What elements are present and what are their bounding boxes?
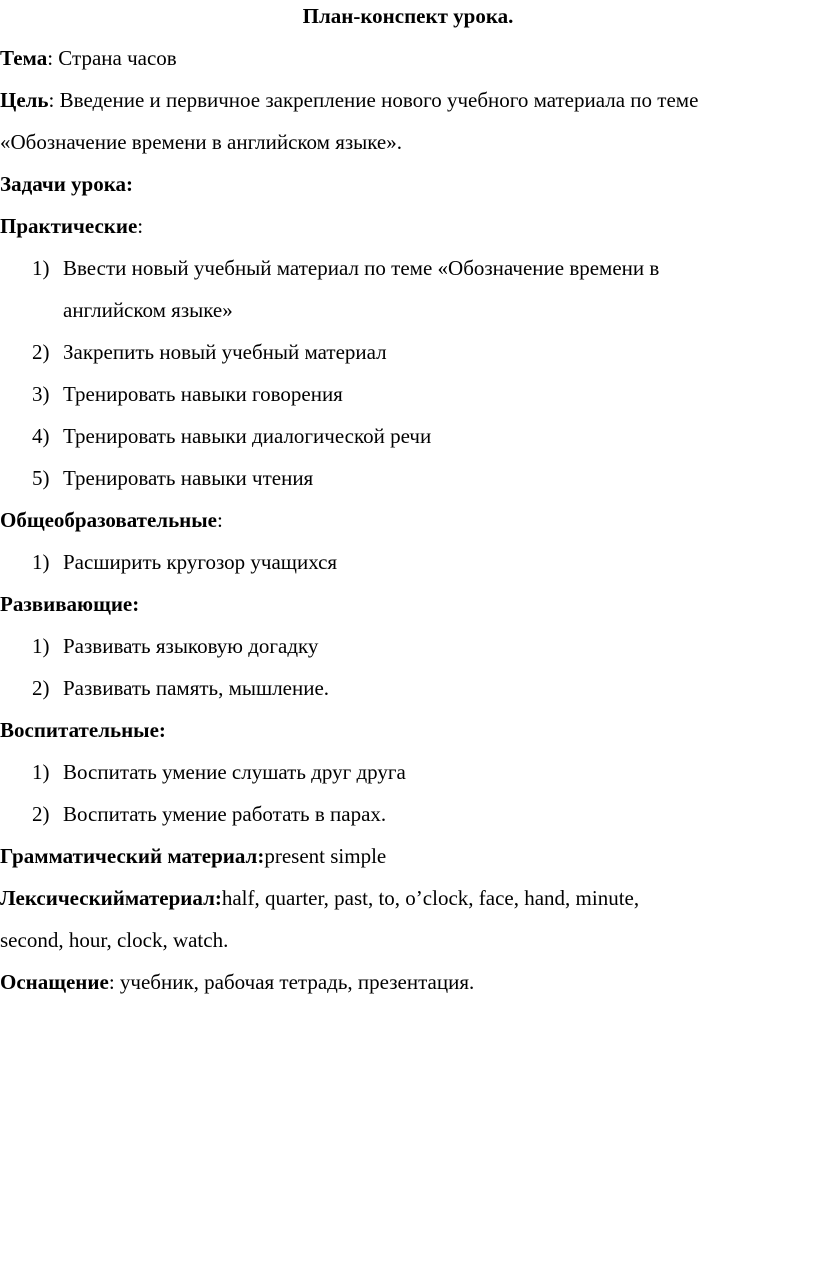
grammar-label: Грамматический материал: (0, 844, 265, 868)
topic-value: Страна часов (58, 46, 177, 70)
educational-heading: Воспитательные: (0, 718, 166, 742)
list-item-number: 1) (32, 550, 50, 574)
goal-text-line2: «Обозначение времени в английском языке». (0, 130, 403, 154)
list-item-number: 1) (32, 634, 50, 658)
list-item-text: Закрепить новый учебный материал (63, 340, 387, 364)
practical-heading: Практические (0, 214, 138, 238)
grammar-line (0, 843, 386, 869)
list-item-number: 3) (32, 382, 50, 406)
list-item-text: Развивать память, мышление. (63, 676, 330, 700)
lexical-label: Лексическийматериал: (0, 886, 222, 910)
developing-heading: Развивающие: (0, 592, 140, 616)
general-heading-line (0, 507, 223, 533)
topic-line (0, 45, 177, 71)
general-separator: : (217, 508, 223, 532)
list-item-number: 1) (32, 760, 50, 784)
list-item-text-line2: английском языке» (63, 298, 233, 322)
topic-label: Тема (0, 46, 48, 70)
document-title: План-конспект урока. (302, 4, 514, 28)
list-item-text: Воспитать умение работать в парах. (63, 802, 387, 826)
list-item-text: Тренировать навыки диалогической речи (63, 424, 432, 448)
list-item-number: 5) (32, 466, 50, 490)
list-item-number: 1) (32, 256, 50, 280)
list-item-text: Тренировать навыки чтения (63, 466, 314, 490)
list-item-number: 2) (32, 802, 50, 826)
practical-separator: : (137, 214, 144, 238)
general-heading: Общеобразовательные (0, 508, 217, 532)
lexical-value-line1: half, quarter, past, to, o’clock, face, hand, minute, (221, 886, 640, 910)
lexical-line (0, 885, 639, 911)
equipment-line (0, 969, 474, 995)
list-item-number: 2) (32, 340, 50, 364)
list-item-text: Развивать языковую догадку (63, 634, 319, 658)
list-item-text: Ввести новый учебный материал по теме «Обозначение времени в (63, 256, 660, 280)
goal-label: Цель (0, 88, 49, 112)
tasks-heading: Задачи урока: (0, 172, 134, 196)
practical-heading-line (0, 213, 143, 239)
equipment-value: учебник, рабочая тетрадь, презентация. (119, 970, 475, 994)
goal-line (0, 87, 698, 113)
goal-separator: : (48, 88, 60, 112)
list-item-number: 4) (32, 424, 50, 448)
list-item-text: Тренировать навыки говорения (63, 382, 343, 406)
equipment-label: Оснащение (0, 970, 109, 994)
lexical-value-line2: second, hour, clock, watch. (0, 928, 229, 952)
grammar-value: present simple (264, 844, 387, 868)
equipment-separator: : (108, 970, 120, 994)
topic-separator: : (47, 46, 59, 70)
list-item-text: Расширить кругозор учащихся (63, 550, 338, 574)
list-item-text: Воспитать умение слушать друг друга (63, 760, 406, 784)
goal-text-line1: Введение и первичное закрепление нового учебного материала по теме (59, 88, 699, 112)
list-item-number: 2) (32, 676, 50, 700)
